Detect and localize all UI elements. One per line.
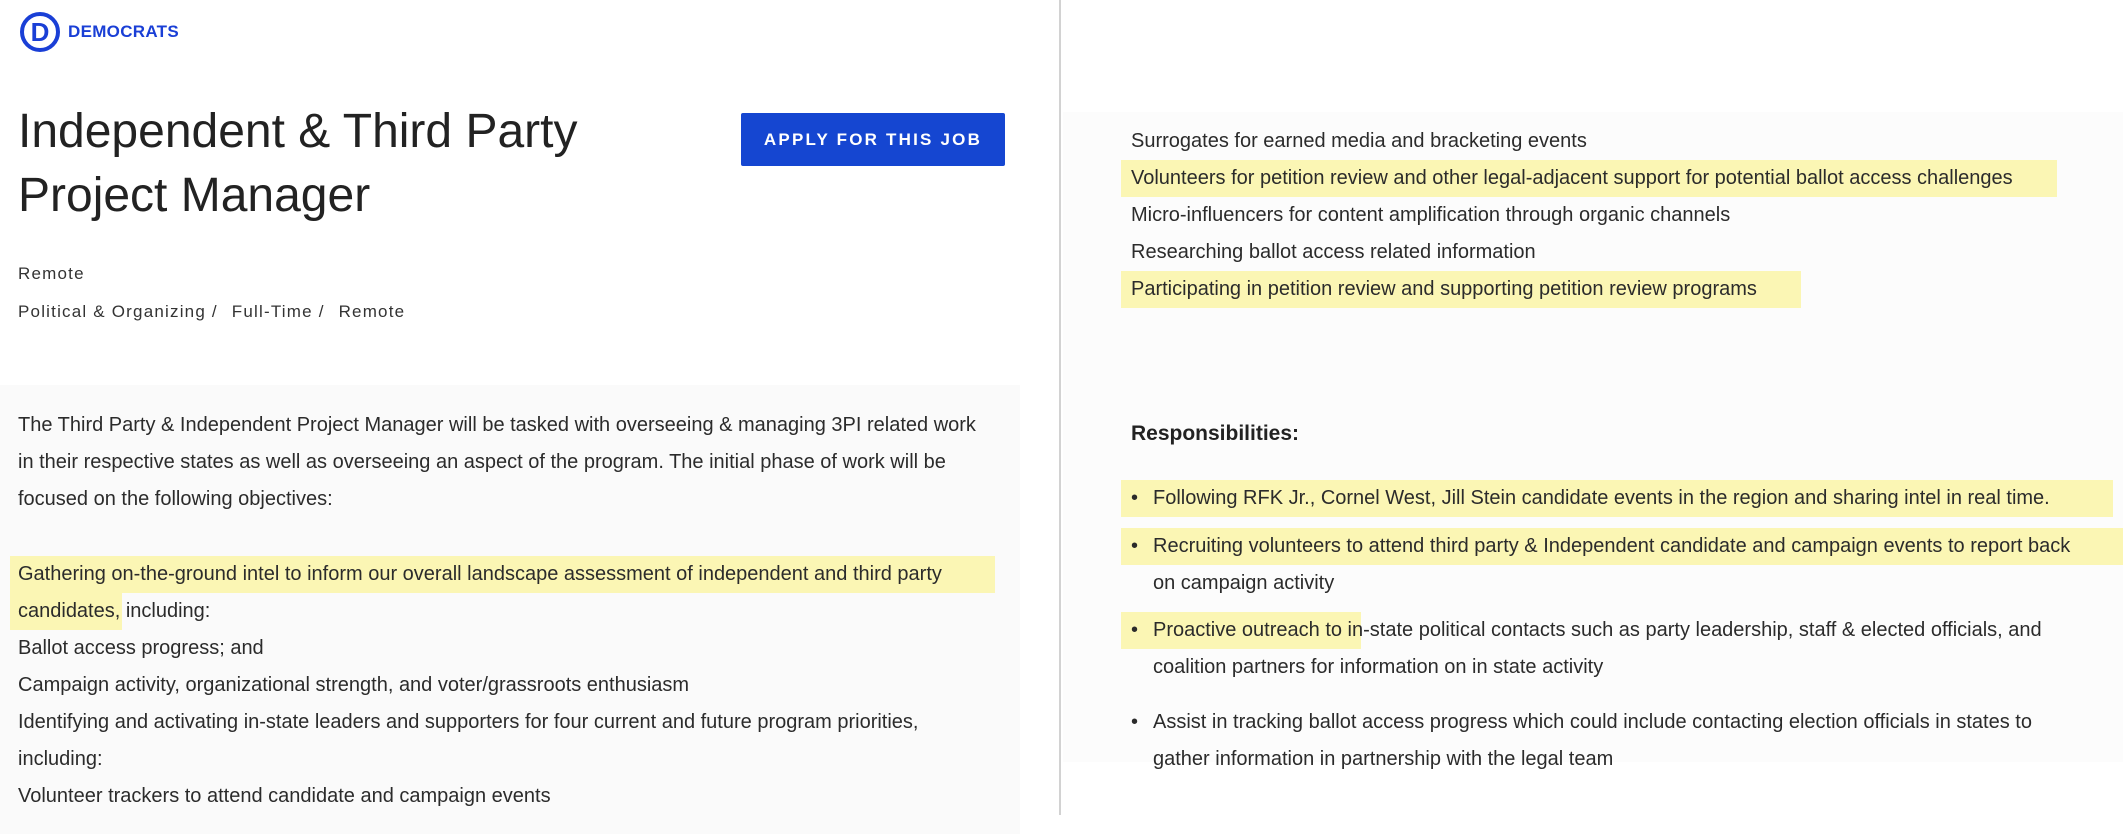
list-item: Micro-influencers for content amplification through organic channels: [1131, 204, 1731, 226]
democrats-d-icon: D: [20, 12, 60, 52]
tag-location: Remote: [338, 302, 406, 321]
tag-type: Full-Time /: [231, 302, 325, 321]
list-item: Ballot access progress; and: [18, 637, 264, 659]
list-item: Surrogates for earned media and bracketing events: [1131, 130, 1587, 152]
list-item: Participating in petition review and supporting petition review programs: [1131, 278, 1757, 300]
list-item: Volunteer trackers to attend candidate and campaign events: [18, 785, 551, 807]
bullet-dot-icon: •: [1131, 619, 1139, 641]
intel-line-1: Gathering on-the-ground intel to inform our overall landscape assessment of independent and third party: [18, 563, 942, 585]
job-location: Remote: [18, 264, 85, 283]
intro-line-2: in their respective states as well as overseeing an aspect of the program. The initial phase of work will be: [18, 451, 946, 473]
list-item: Identifying and activating in-state leaders and supporters for four current and future program priorities,: [18, 711, 919, 733]
responsibilities-heading: Responsibilities:: [1131, 422, 1300, 445]
tag-department: Political & Organizing /: [18, 302, 218, 321]
panel-divider: [1059, 0, 1061, 815]
list-item: Campaign activity, organizational strength, and voter/grassroots enthusiasm: [18, 674, 690, 696]
list-item: Volunteers for petition review and other legal-adjacent support for potential ballot access challenges: [1131, 167, 2013, 189]
intel-line-2: candidates, including:: [18, 600, 211, 622]
left-panel: [0, 0, 1060, 834]
list-item: including:: [18, 748, 103, 770]
brand-name: DEMOCRATS: [68, 22, 179, 41]
list-item: Researching ballot access related information: [1131, 241, 1536, 263]
right-panel: Surrogates for earned media and bracketing events Volunteers for petition review and other legal-adjacent support for potential ballot access challenges Micro-influencers for content amplification through organic channels Researching ballot access related information Participating in petition review and supporting petition review programs Responsibilities: • Following RFK Jr., Cornel West, Jill Stein candidate events in the region and sharing intel in real time. • Recruiting volunteers to attend third party & Independent candidate and campaign events to report back on campaign activity • Proactive outreach to in-state political contacts such as party leadership, staff & elected officials, and coalition partners for information on in state activity • Assist in tracking ballot access progress which could include contacting election officials in states to gather information in partnership with the legal team: [1063, 0, 2123, 834]
job-tags: [18, 302, 413, 322]
intro-line-1: The Third Party & Independent Project Manager will be tasked with overseeing & managing 3PI related work: [18, 414, 976, 436]
job-title: Independent & Third Party Project Manager: [18, 105, 578, 222]
bullet-dot-icon: •: [1131, 535, 1139, 557]
apply-for-job-button[interactable]: APPLY FOR THIS JOB: [741, 113, 1005, 166]
intro-line-3: focused on the following objectives:: [18, 488, 333, 510]
bullet-dot-icon: •: [1131, 487, 1139, 509]
democrats-logo[interactable]: [20, 12, 179, 52]
bullet-dot-icon: •: [1131, 711, 1139, 733]
